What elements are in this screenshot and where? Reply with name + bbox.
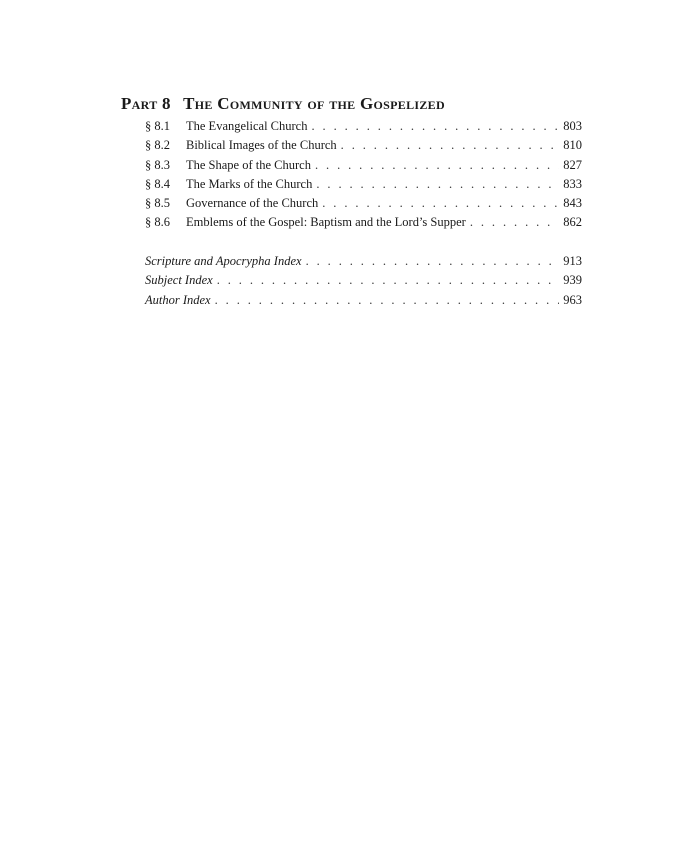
part-number: Part 8 <box>121 94 171 113</box>
toc-entry-8-4[interactable] <box>145 177 582 196</box>
page-number: 963 <box>563 292 582 307</box>
section-number: § 8.5 <box>145 196 170 211</box>
dot-leader <box>315 158 559 173</box>
index-title: Subject Index <box>145 273 213 288</box>
section-title: Emblems of the Gospel: Baptism and the Lord’s Supper <box>186 215 466 230</box>
section-number: § 8.3 <box>145 157 170 172</box>
dot-leader <box>306 254 560 269</box>
dot-leader <box>341 138 560 153</box>
toc-entry-author-index[interactable] <box>145 293 582 312</box>
toc-entry-scripture-index[interactable] <box>145 254 582 273</box>
section-title: The Evangelical Church <box>186 119 308 133</box>
page-number: 833 <box>563 176 582 191</box>
part-title: The Community of the Gospelized <box>183 94 445 113</box>
dot-leader <box>322 196 559 211</box>
section-number: § 8.4 <box>145 176 170 191</box>
index-title: Author Index <box>145 292 211 307</box>
page-number: 862 <box>563 215 582 230</box>
section-title: The Shape of the Church <box>186 157 311 172</box>
dot-leader <box>470 215 559 230</box>
section-title: The Marks of the Church <box>186 176 313 191</box>
section-list <box>145 119 582 235</box>
page-number: 803 <box>563 119 582 133</box>
section-number: § 8.1 <box>145 119 170 133</box>
page-number: 939 <box>563 273 582 288</box>
index-list <box>145 254 582 312</box>
page-number: 913 <box>563 254 582 268</box>
index-title: Scripture and Apocrypha Index <box>145 254 302 268</box>
page-number: 843 <box>563 196 582 211</box>
page-number: 827 <box>563 157 582 172</box>
dot-leader <box>217 273 560 288</box>
dot-leader <box>316 177 559 192</box>
toc-entry-8-5[interactable] <box>145 196 582 215</box>
section-number: § 8.6 <box>145 215 170 230</box>
section-number: § 8.2 <box>145 138 170 153</box>
dot-leader <box>311 119 559 134</box>
section-title: Biblical Images of the Church <box>186 138 337 153</box>
toc-entry-8-1[interactable] <box>145 119 582 138</box>
toc-entry-8-6[interactable] <box>145 215 582 234</box>
toc-entry-subject-index[interactable] <box>145 273 582 292</box>
toc-entry-8-3[interactable] <box>145 158 582 177</box>
part-heading <box>121 94 445 114</box>
toc-entry-8-2[interactable] <box>145 138 582 157</box>
page-number: 810 <box>563 138 582 153</box>
dot-leader <box>215 293 560 308</box>
section-title: Governance of the Church <box>186 196 319 211</box>
